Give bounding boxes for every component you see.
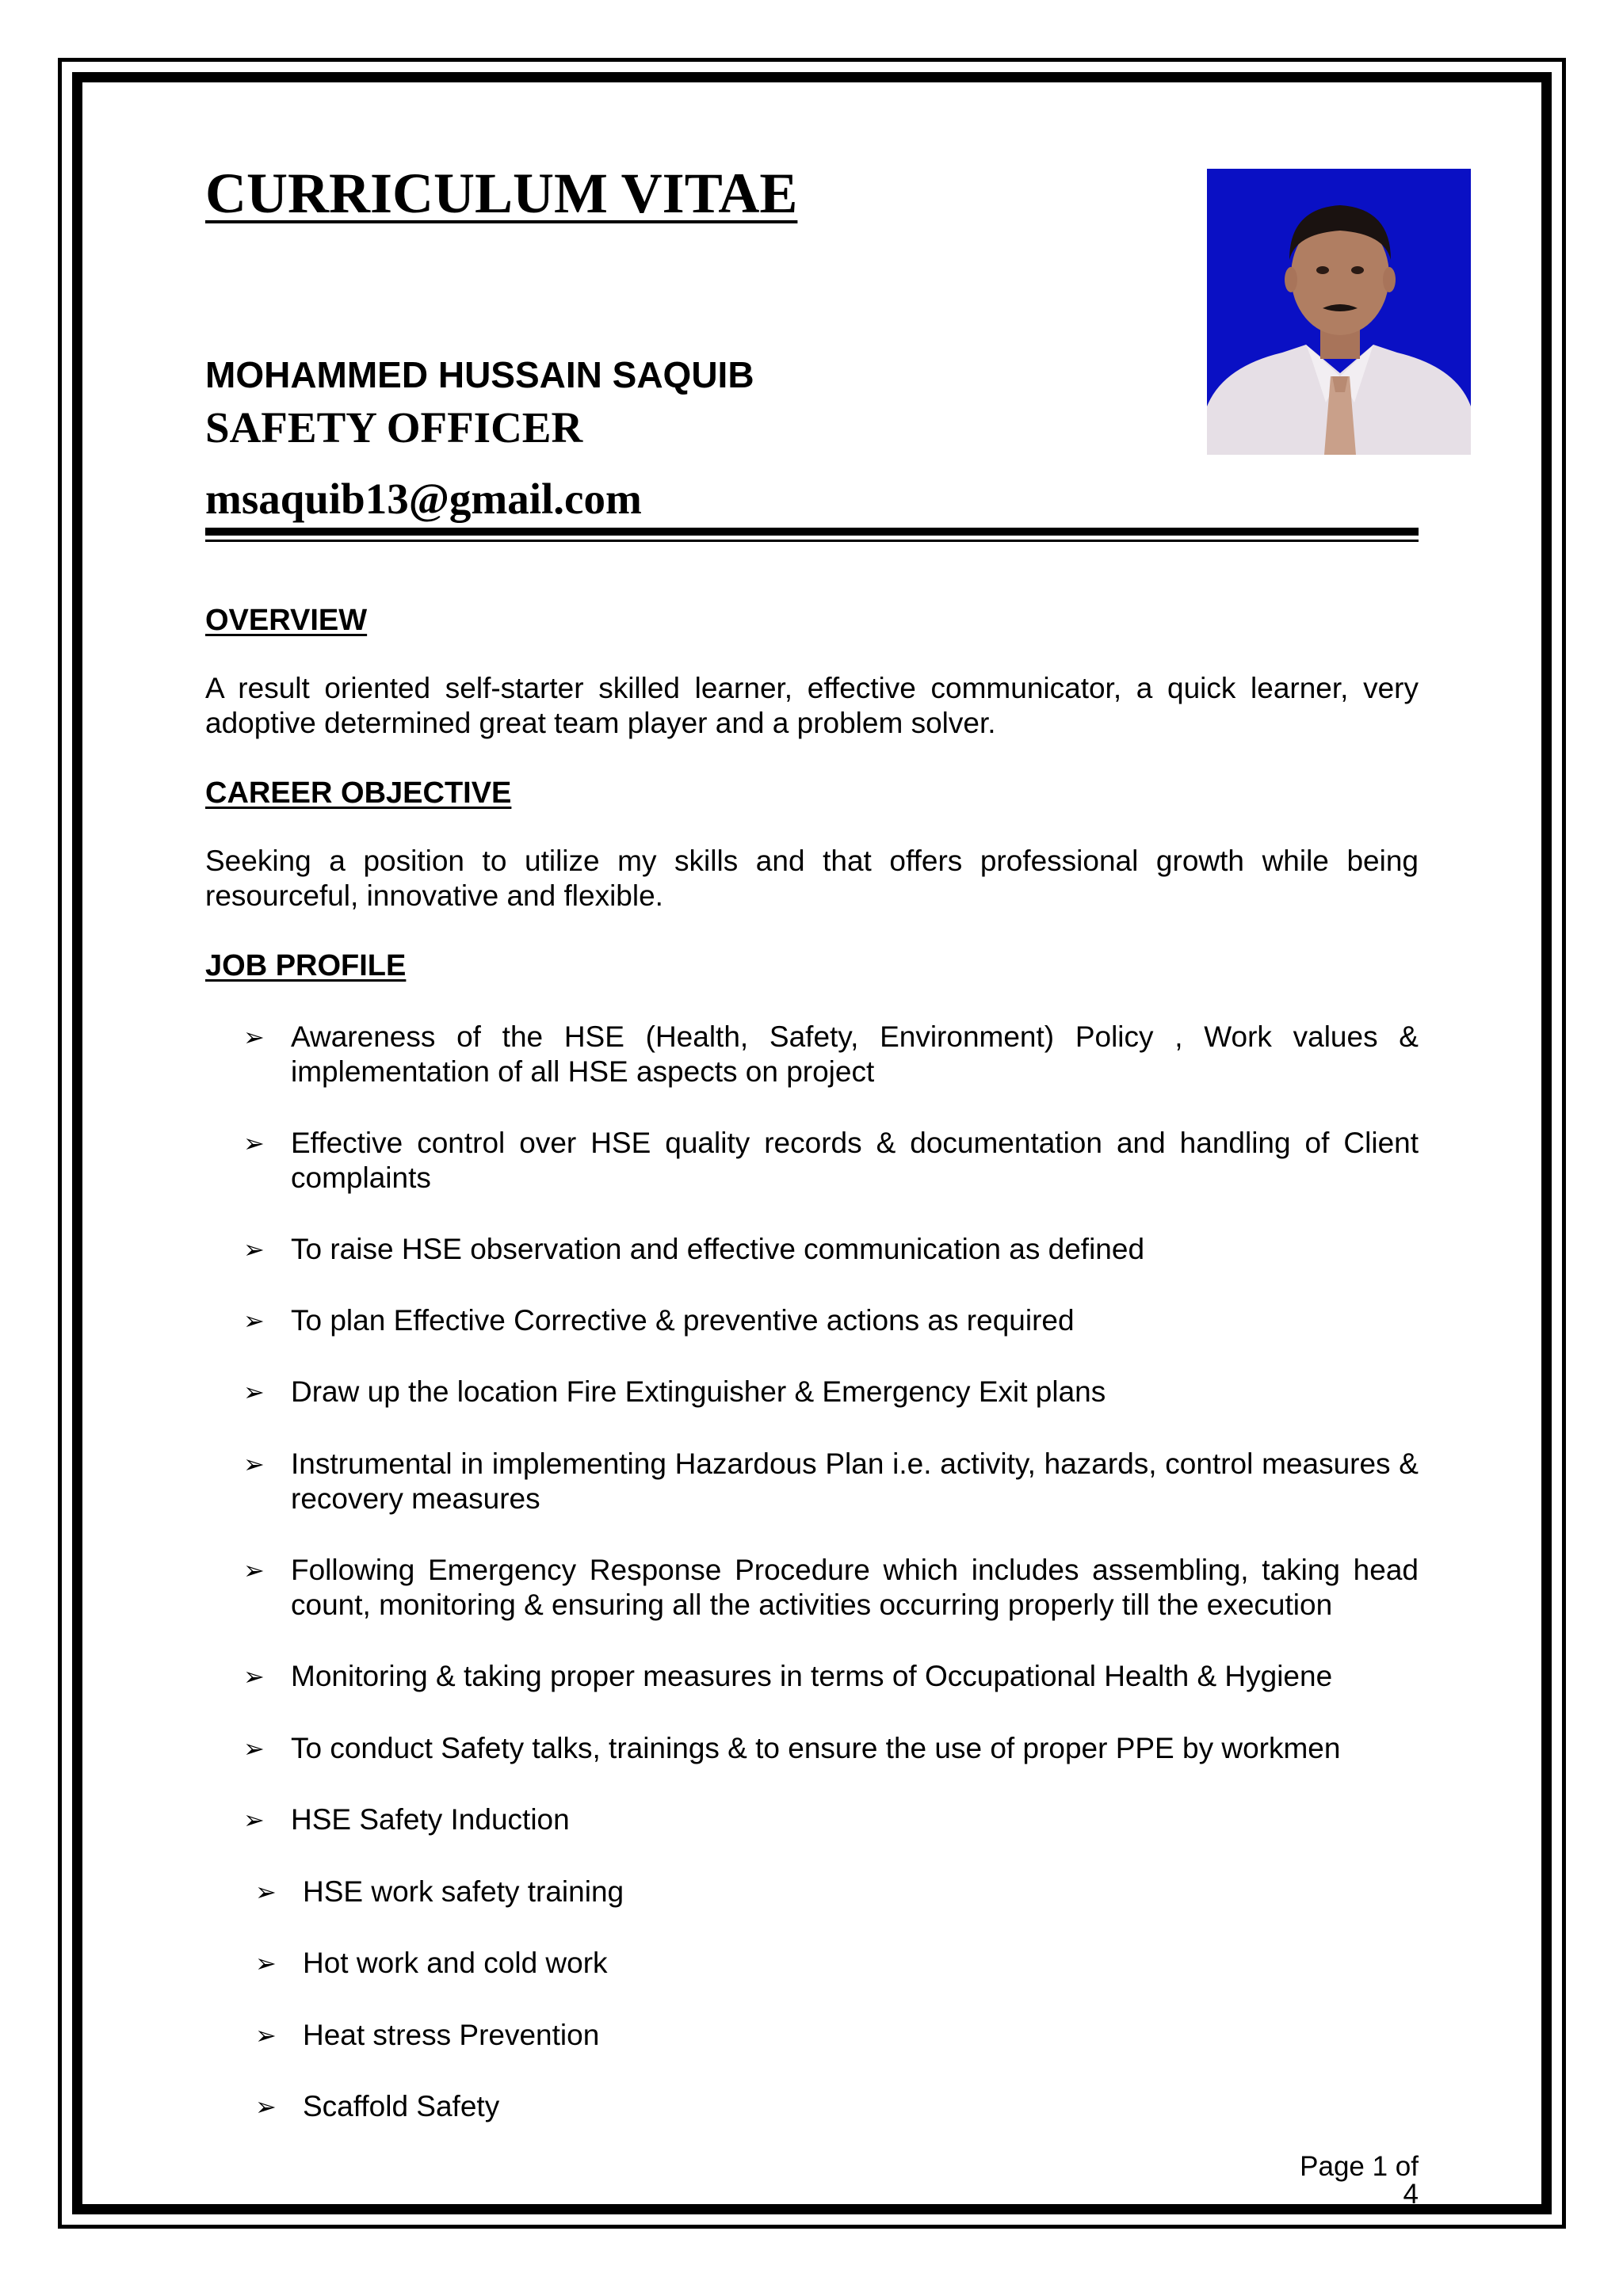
bullet-arrow-icon: ➢ (255, 1878, 277, 1906)
candidate-job-title: SAFETY OFFICER (205, 403, 583, 452)
list-item-text: Hot work and cold work (303, 1947, 608, 1979)
document-title: CURRICULUM VITAE (205, 162, 798, 225)
list-item-text: HSE Safety Induction (291, 1803, 570, 1836)
overview-text: A result oriented self-starter skilled learner, effective communicator, a quick learner, very adoptive determined great team player and a problem solver. (205, 672, 1419, 739)
portrait-illustration (1207, 169, 1471, 455)
list-item-text: Monitoring & taking proper measures in terms of Occupational Health & Hygiene (291, 1660, 1333, 1692)
list-item-text: Instrumental in implementing Hazardous Plan i.e. activity, hazards, control measures & recovery measures (291, 1447, 1419, 1515)
header-divider-thin (205, 540, 1419, 542)
list-item-text: Heat stress Prevention (303, 2019, 600, 2051)
bullet-arrow-icon: ➢ (243, 1734, 265, 1763)
list-item-text: HSE work safety training (303, 1875, 624, 1908)
bullet-arrow-icon: ➢ (243, 1450, 265, 1478)
career-objective-heading: CAREER OBJECTIVE (205, 776, 512, 810)
profile-photo (1207, 169, 1471, 455)
job-profile-heading: JOB PROFILE (205, 949, 407, 982)
list-item-text: To raise HSE observation and effective communication as defined (291, 1233, 1145, 1265)
bullet-arrow-icon: ➢ (243, 1306, 265, 1335)
bullet-arrow-icon: ➢ (243, 1129, 265, 1158)
list-item-text: To conduct Safety talks, trainings & to ensure the use of proper PPE by workmen (291, 1732, 1341, 1764)
list-item-text: Awareness of the HSE (Health, Safety, Environment) Policy , Work values & implementation of all HSE aspects on project (291, 1020, 1419, 1088)
bullet-arrow-icon: ➢ (243, 1556, 265, 1585)
candidate-name: MOHAMMED HUSSAIN SAQUIB (205, 354, 754, 395)
bullet-arrow-icon: ➢ (243, 1806, 265, 1834)
bullet-arrow-icon: ➢ (255, 1949, 277, 1978)
list-item-text: Scaffold Safety (303, 2090, 500, 2122)
header-divider-thick (205, 528, 1419, 536)
bullet-arrow-icon: ➢ (243, 1023, 265, 1051)
bullet-arrow-icon: ➢ (243, 1378, 265, 1406)
career-objective-text: Seeking a position to utilize my skills and that offers professional growth while being resourceful, innovative and flexible. (205, 845, 1419, 912)
overview-heading: OVERVIEW (205, 604, 368, 637)
bullet-arrow-icon: ➢ (255, 2092, 277, 2121)
list-item-text: Effective control over HSE quality records & documentation and handling of Client complaints (291, 1127, 1419, 1194)
bullet-arrow-icon: ➢ (243, 1235, 265, 1264)
list-item-text: Draw up the location Fire Extinguisher & Emergency Exit plans (291, 1375, 1106, 1408)
list-item-text: To plan Effective Corrective & preventive actions as required (291, 1304, 1075, 1337)
bullet-arrow-icon: ➢ (243, 1662, 265, 1691)
list-item-text: Following Emergency Response Procedure which includes assembling, taking head count, monitoring & ensuring all the activities occurring properly till the execution (291, 1554, 1419, 1621)
page-number: Page 1 of 4 (1300, 2151, 1419, 2210)
bullet-arrow-icon: ➢ (255, 2021, 277, 2050)
candidate-email: msaquib13@gmail.com (205, 475, 642, 523)
